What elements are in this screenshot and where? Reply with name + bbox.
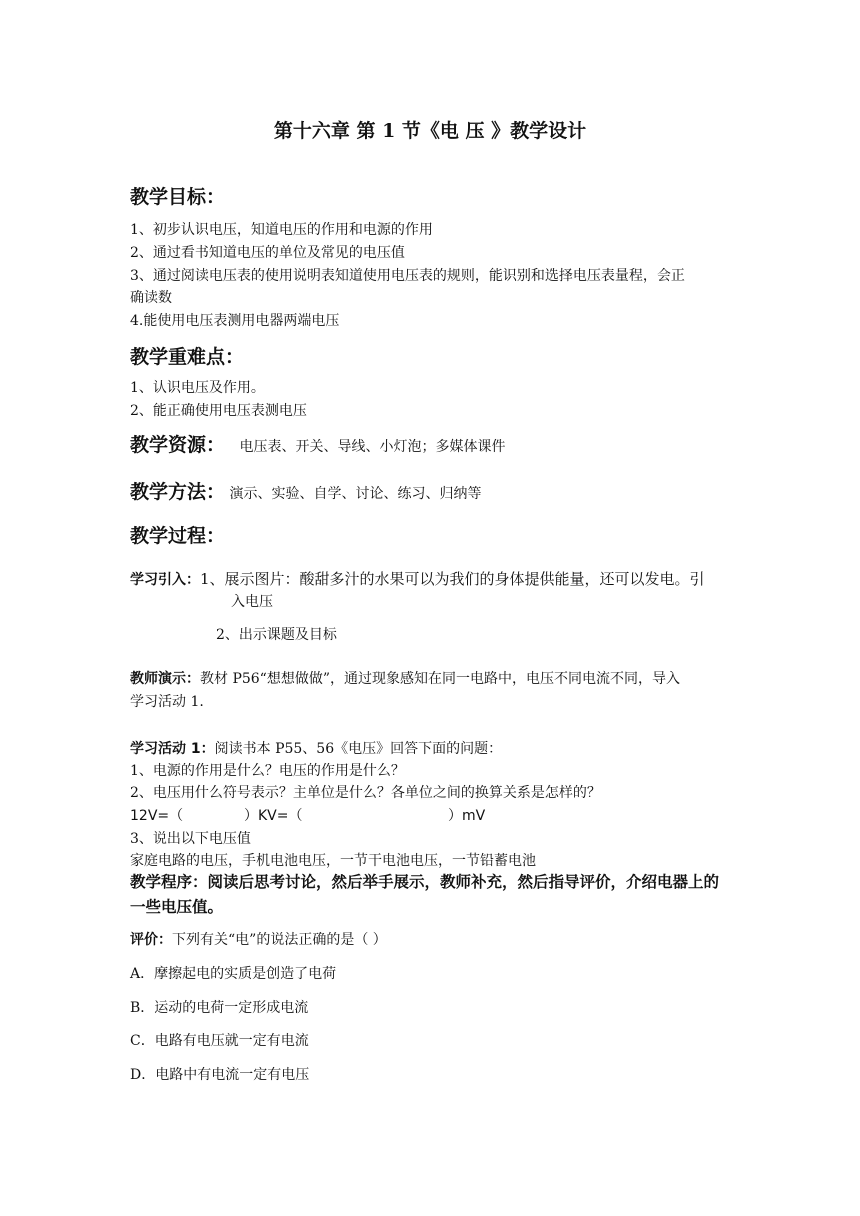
option-c: C．电路有电压就一定有电流: [130, 1033, 309, 1049]
key-point-item: 2、能正确使用电压表测电压: [130, 403, 307, 419]
demo-label: 教师演示：: [130, 671, 200, 687]
activity1-q3: 3、说出以下电压值: [130, 831, 251, 847]
conversion-b: ）KV=（: [244, 808, 303, 824]
demo-text2: 学习活动 1.: [130, 694, 204, 710]
intro-line1: 1、展示图片：酸甜多汁的水果可以为我们的身体提供能量，还可以发电。引: [200, 570, 705, 588]
objective-item: 确读数: [130, 290, 172, 306]
methods-text: 演示、实验、自学、讨论、练习、归纳等: [229, 486, 482, 502]
activity1-label: 学习活动 1：: [130, 741, 215, 757]
evaluation-label: 评价：: [130, 932, 172, 948]
conversion-c: ）mV: [448, 808, 486, 824]
objective-item: 1、初步认识电压，知道电压的作用和电源的作用: [130, 222, 433, 238]
evaluation-question: 下列有关“电”的说法正确的是（ ）: [172, 932, 387, 948]
objective-item: 3、通过阅读电压表的使用说明表知道使用电压表的规则，能识别和选择电压表量程，会正: [130, 268, 685, 284]
option-a: A．摩擦起电的实质是创造了电荷: [130, 966, 337, 982]
intro-row: [130, 568, 705, 589]
methods-heading: 教学方法：: [130, 481, 226, 503]
resources-row: [130, 430, 505, 457]
demo-row: [130, 668, 680, 688]
activity1-text: 阅读书本 P55、56《电压》回答下面的问题：: [214, 741, 503, 757]
demo-text: 教材 P56“想想做做”，通过现象感知在同一电路中，电压不同电流不同，导入: [200, 671, 680, 687]
conversion-a: 12V=（: [130, 808, 184, 824]
evaluation-row: [130, 929, 387, 949]
option-b: B．运动的电荷一定形成电流: [130, 1000, 309, 1016]
activity1-q3-detail: 家庭电路的电压，手机电池电压，一节干电池电压，一节铅蓄电池: [130, 853, 536, 869]
resources-text: 电压表、开关、导线、小灯泡；多媒体课件: [239, 439, 506, 455]
methods-row: [130, 477, 481, 504]
intro-line2: 2、出示课题及目标: [216, 627, 337, 643]
activity1-q1: 1、电源的作用是什么？电压的作用是什么？: [130, 763, 405, 779]
page-title: 第十六章 第 1 节《电 压 》教学设计: [273, 120, 587, 142]
objectives-heading: 教学目标：: [130, 186, 226, 208]
objective-item: 4.能使用电压表测用电器两端电压: [130, 313, 340, 329]
activity1-row: [130, 738, 502, 758]
activity1-q2: 2、电压用什么符号表示？主单位是什么？各单位之间的换算关系是怎样的？: [130, 785, 601, 801]
key-points-heading: 教学重难点：: [130, 346, 245, 368]
process-heading: 教学过程：: [130, 525, 226, 547]
intro-label: 学习引入：: [130, 572, 200, 588]
procedure-text: 教学程序：阅读后思考讨论，然后举手展示，教师补充，然后指导评价，介绍电器上的一些电压值。: [130, 873, 720, 916]
objective-item: 2、通过看书知道电压的单位及常见的电压值: [130, 245, 405, 261]
option-d: D．电路中有电流一定有电压: [130, 1067, 310, 1083]
key-point-item: 1、认识电压及作用。: [130, 380, 265, 396]
intro-line1b: 入电压: [231, 594, 273, 610]
resources-heading: 教学资源：: [130, 434, 226, 456]
